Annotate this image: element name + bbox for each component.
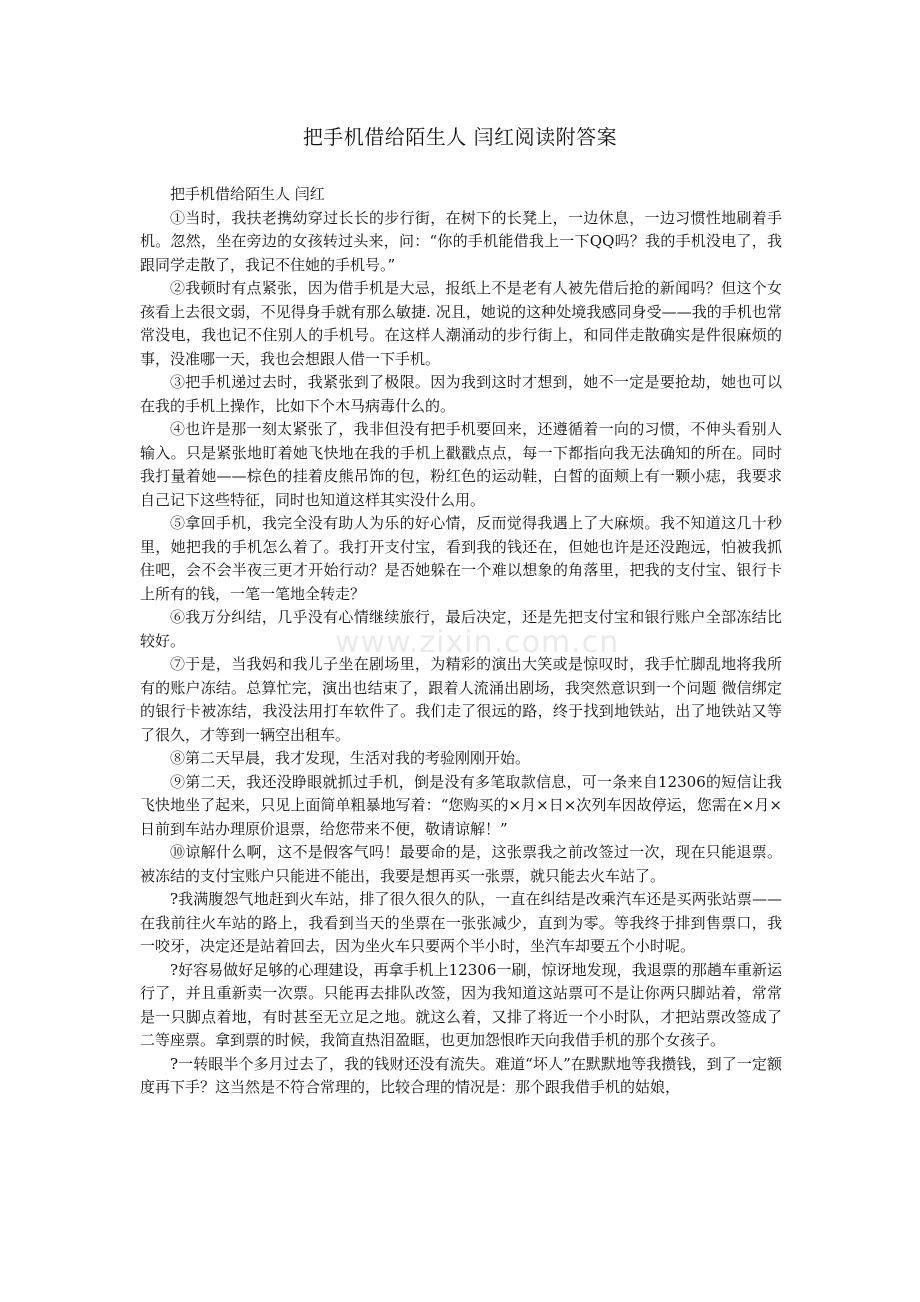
paragraph-2: ②我顿时有点紧张，因为借手机是大忌，报纸上不是老有人被先借后抢的新闻吗？但这个女孩看上去很文弱，不见得身手就有那么敏捷. 况且，她说的这种处境我感同身受——我的手机也常常没电，我也记不住别人的手机号。在这样人潮涌动的步行街上，和同伴走散确实是件很麻烦的事，没准哪一天，我也会想跟人借一下手机。 <box>140 279 782 368</box>
paragraph-8: ⑧第二天早晨，我才发现，生活对我的考验刚刚开始。 <box>170 749 531 767</box>
paragraph-10: ⑩谅解什么啊，这不是假客气吗！最要命的是，这张票我之前改签过一次，现在只能退票。被冻结的支付宝账户只能进不能出，我要是想再买一张票，就只能去火车站了。 <box>140 843 782 885</box>
document-title: 把手机借给陌生人 闫红阅读附答案 <box>302 125 618 149</box>
paragraph-7: ⑦于是，当我妈和我儿子坐在剧场里，为精彩的演出大笑或是惊叹时，我手忙脚乱地将我所有的账户冻结。总算忙完，演出也结束了，跟着人流涌出剧场，我突然意识到一个问题 微信绑定的银行卡被冻结，我没法用打车软件了。我们走了很远的路，终于找到地铁站，出了地铁站又等了很久，才等到一辆空出租车。 <box>140 655 782 744</box>
article-body <box>140 183 782 1100</box>
paragraph-12: ?好容易做好足够的心理建设，再拿手机上12306一刷，惊讶地发现，我退票的那趟车重新运行了，并且重新卖一次票。只能再去排队改签，因为我知道这站票可不是让你两只脚站着，常常是一只脚点着地，有时甚至无立足之地。就这么着，又排了将近一个小时队，才把站票改签成了二等座票。拿到票的时候，我简直热泪盈眶，也更加怨恨昨天向我借手机的那个女孩子。 <box>140 960 782 1049</box>
article-subtitle: 把手机借给陌生人 闫红 <box>170 185 325 203</box>
paragraph-11: ?我满腹怨气地赶到火车站，排了很久很久的队，一直在纠结是改乘汽车还是买两张站票——在我前往火车站的路上，我看到当天的坐票在一张张减少，直到为零。等我终于排到售票口，我一咬牙，决定还是站着回去，因为坐火车只要两个半小时，坐汽车却要五个小时呢。 <box>140 890 782 955</box>
paragraph-9: ⑨第二天，我还没睁眼就抓过手机，倒是没有多笔取款信息，可一条来自12306的短信让我飞快地坐了起来，只见上面简单粗暴地写着：“您购买的×月×日×次列车因故停运，您需在×月×日前到车站办理原价退票，给您带来不便，敬请谅解！” <box>140 772 782 838</box>
watermark: www.zixin.com.cn <box>335 625 620 660</box>
paragraph-13: ?一转眼半个多月过去了，我的钱财还没有流失。难道“坏人”在默默地等我攒钱，到了一定额度再下手？这当然是不符合常理的，比较合理的情况是：那个跟我借手机的姑娘， <box>140 1054 782 1096</box>
paragraph-4: ④也许是那一刻太紧张了，我非但没有把手机要回来，还遵循着一向的习惯，不伸头看别人输入。只是紧张地盯着她飞快地在我的手机上戳戳点点，每一下都指向我无法确知的所在。同时我打量着她——棕色的挂着皮熊吊饰的包，粉红色的运动鞋，白皙的面颊上有一颗小痣，我要求自己记下这些特征，同时也知道这样其实没什么用。 <box>140 420 782 509</box>
paragraph-6: ⑥我万分纠结，几乎没有心情继续旅行，最后决定，还是先把支付宝和银行账户全部冻结比较好。 <box>140 608 782 650</box>
paragraph-5: ⑤拿回手机，我完全没有助人为乐的好心情，反而觉得我遇上了大麻烦。我不知道这几十秒里，她把我的手机怎么着了。我打开支付宝，看到我的钱还在，但她也许是还没跑远，怕被我抓住吧，会不会半夜三更才开始行动？是否她躲在一个难以想象的角落里，把我的支付宝、银行卡上所有的钱，一笔一笔地全转走？ <box>140 514 782 603</box>
paragraph-3: ③把手机递过去时，我紧张到了极限。因为我到这时才想到，她不一定是要抢劫，她也可以在我的手机上操作，比如下个木马病毒什么的。 <box>140 373 782 415</box>
paragraph-1: ①当时，我扶老携幼穿过长长的步行街，在树下的长凳上，一边休息，一边习惯性地刷着手机。忽然，坐在旁边的女孩转过头来，问：“你的手机能借我上一下QQ吗？我的手机没电了，我跟同学走散了，我记不住她的手机号。” <box>140 208 782 274</box>
